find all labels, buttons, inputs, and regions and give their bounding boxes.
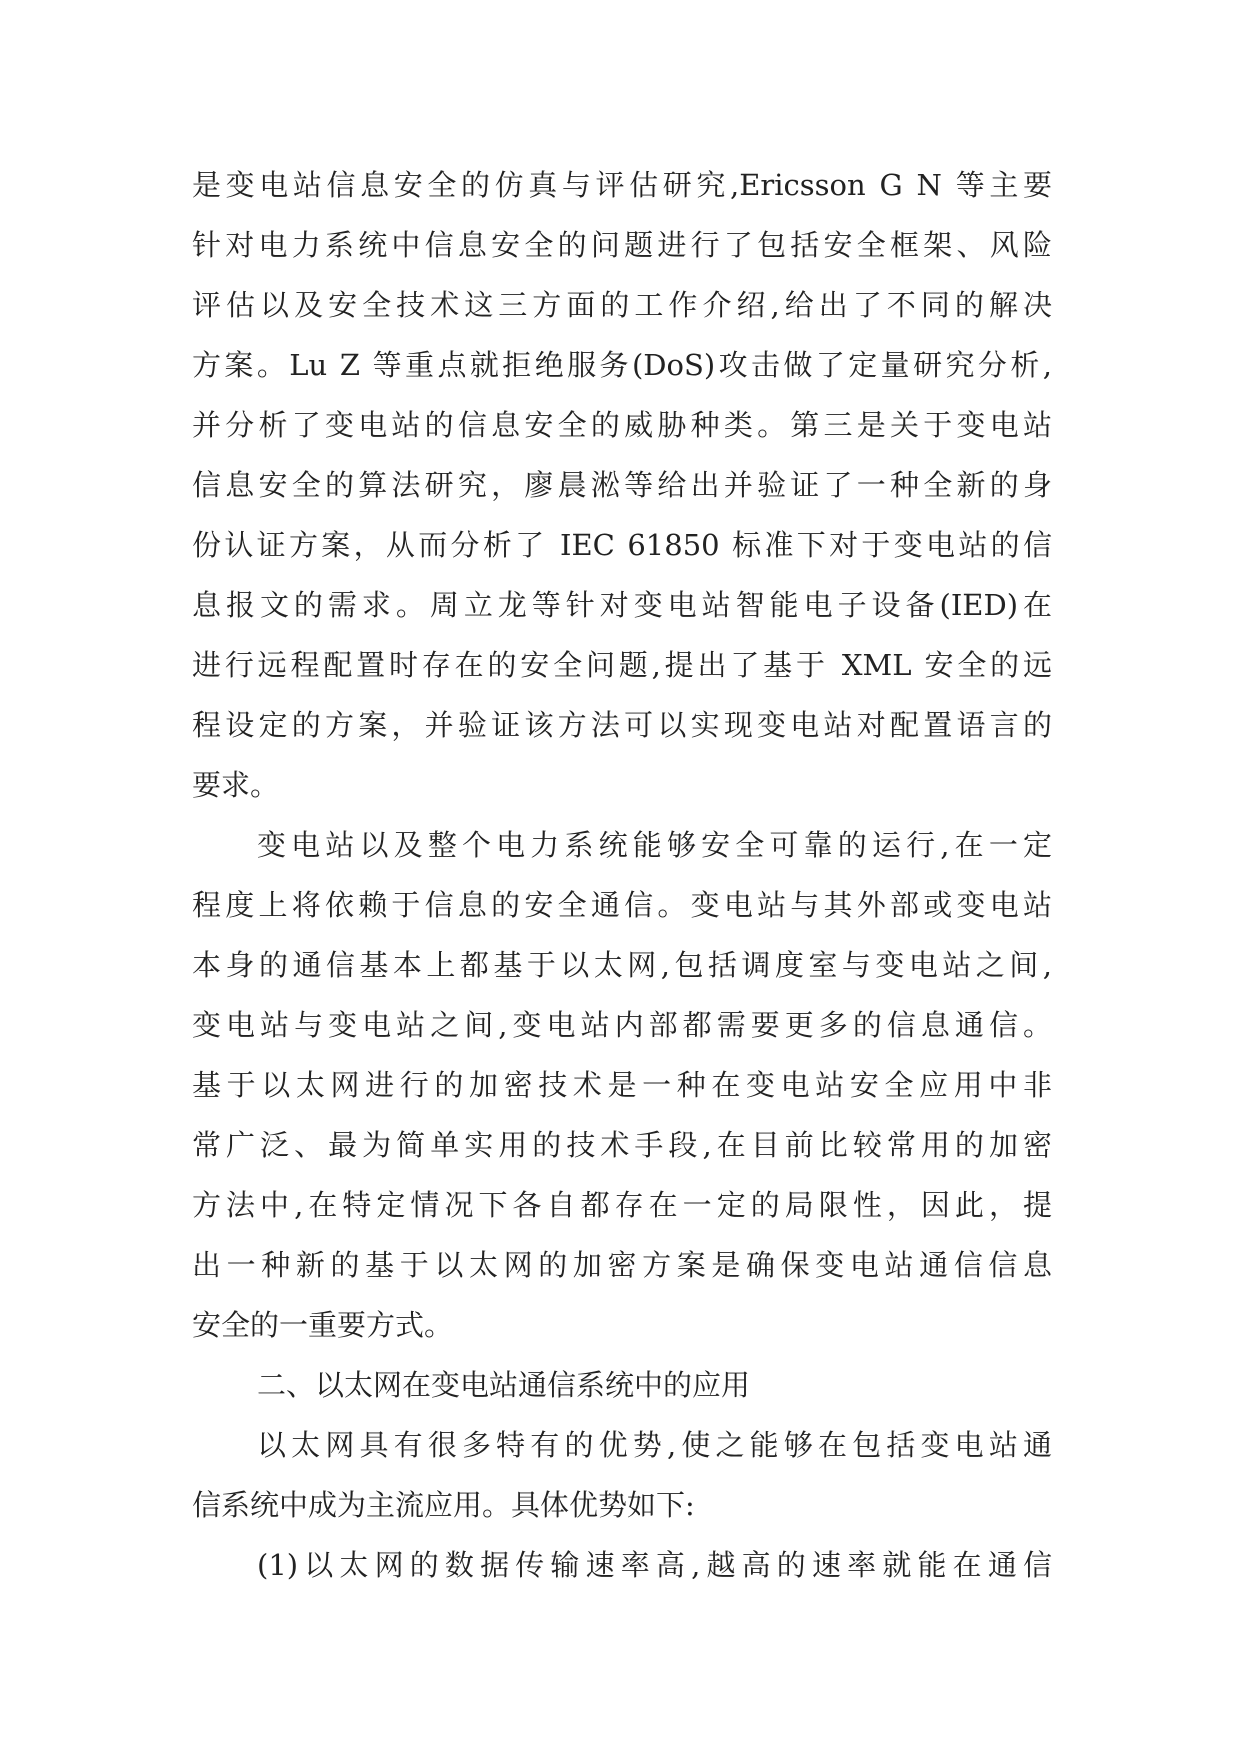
text-line: 安全的一重要方式。	[192, 1308, 454, 1342]
text-line: 评估以及安全技术这三方面的工作介绍,给出了不同的解决	[192, 288, 1052, 322]
text-line: 方案。Lu Z 等重点就拒绝服务(DoS)攻击做了定量研究分析,	[192, 348, 1052, 382]
section-heading: 二、以太网在变电站通信系统中的应用	[257, 1368, 751, 1402]
text-line: 程设定的方案，并验证该方法可以实现变电站对配置语言的	[192, 708, 1052, 742]
text-line: 并分析了变电站的信息安全的威胁种类。第三是关于变电站	[192, 408, 1052, 442]
text-line: 息报文的需求。周立龙等针对变电站智能电子设备(IED)在	[192, 588, 1052, 622]
text-line: 是变电站信息安全的仿真与评估研究,Ericsson G N 等主要	[192, 168, 1052, 202]
text-line: 出一种新的基于以太网的加密方案是确保变电站通信信息	[192, 1248, 1052, 1282]
text-line: 本身的通信基本上都基于以太网,包括调度室与变电站之间,	[192, 948, 1052, 982]
text-line: 程度上将依赖于信息的安全通信。变电站与其外部或变电站	[192, 888, 1052, 922]
text-line: 份认证方案，从而分析了 IEC 61850 标准下对于变电站的信	[192, 528, 1052, 562]
text-line: 针对电力系统中信息安全的问题进行了包括安全框架、风险	[192, 228, 1052, 262]
text-line: 基于以太网进行的加密技术是一种在变电站安全应用中非	[192, 1068, 1052, 1102]
text-line: 信息安全的算法研究，廖晨淞等给出并验证了一种全新的身	[192, 468, 1052, 502]
list-item-text: (1)以太网的数据传输速率高,越高的速率就能在通信	[257, 1548, 1052, 1582]
text-line: 变电站与变电站之间,变电站内部都需要更多的信息通信。	[192, 1008, 1052, 1042]
text-line: 变电站以及整个电力系统能够安全可靠的运行,在一定	[257, 828, 1052, 862]
text-line: 方法中,在特定情况下各自都存在一定的局限性，因此，提	[192, 1188, 1052, 1222]
text-line: 要求。	[192, 768, 280, 802]
text-line: 以太网具有很多特有的优势,使之能够在包括变电站通	[257, 1428, 1052, 1462]
text-line: 常广泛、最为简单实用的技术手段,在目前比较常用的加密	[192, 1128, 1052, 1162]
body-text	[192, 155, 1052, 1595]
text-line: 信系统中成为主流应用。具体优势如下:	[192, 1488, 695, 1522]
text-line: 进行远程配置时存在的安全问题,提出了基于 XML 安全的远	[192, 648, 1052, 682]
